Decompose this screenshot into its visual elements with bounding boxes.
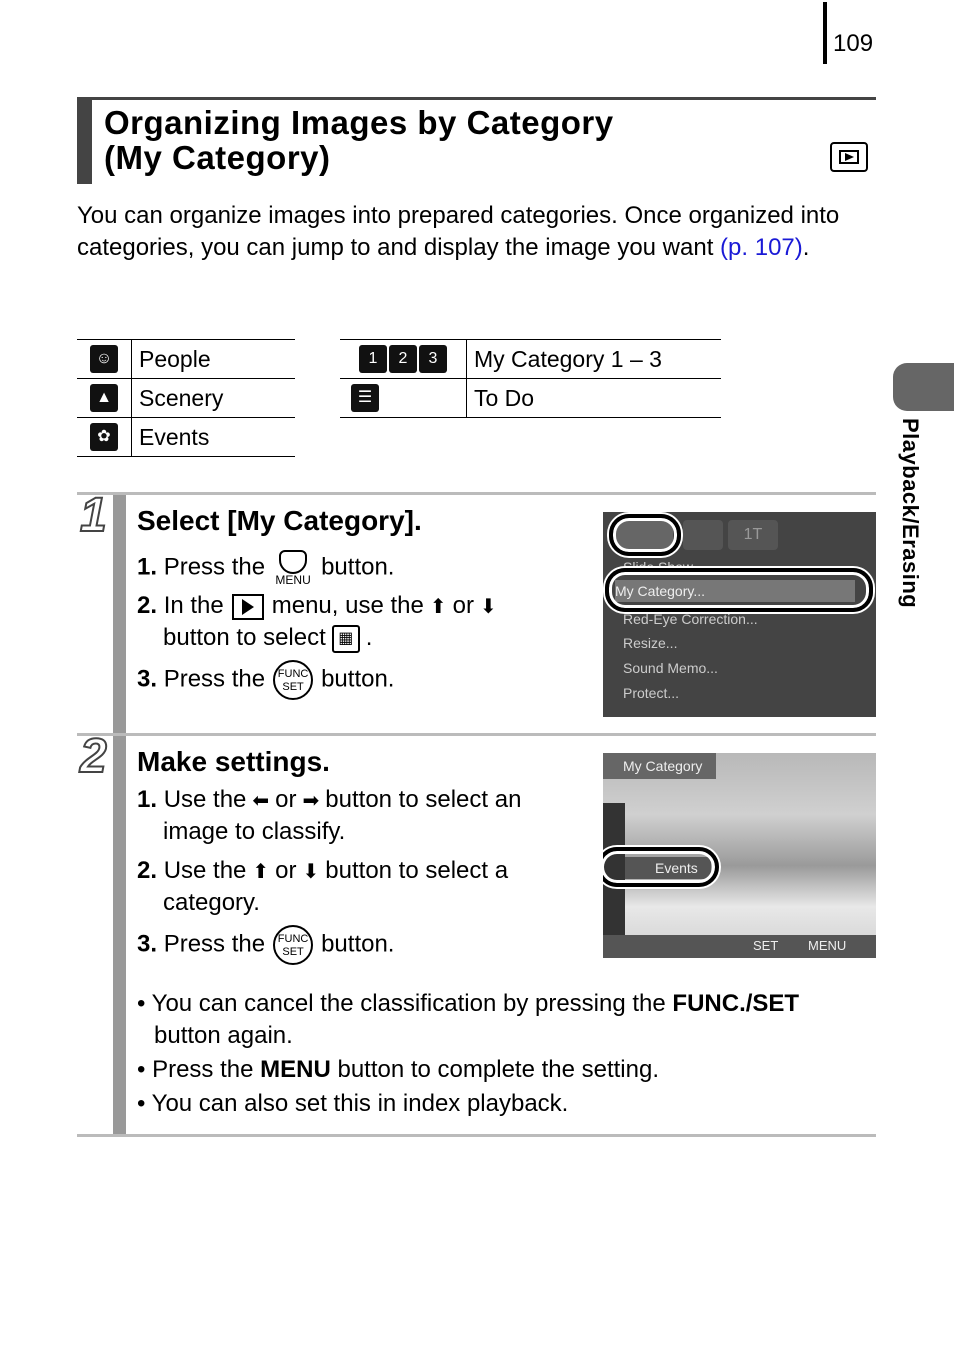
title-bar (77, 100, 92, 184)
up-arrow-icon: ⬆ (252, 860, 270, 883)
events-icon: ✿ (90, 423, 118, 451)
menu-label: MENU (808, 938, 847, 953)
step1-instruction-2: 2. In the menu, use the ⬆ or ⬇ (137, 590, 503, 623)
set-label: SET (753, 938, 779, 953)
list-item: • Press the MENU button to complete the setting. (137, 1056, 660, 1083)
down-arrow-icon: ⬇ (302, 860, 320, 883)
bottom-rule (77, 1134, 876, 1137)
my-category-2-icon: 2 (389, 345, 417, 373)
screen-header: My Category (603, 753, 716, 779)
highlight-ring (605, 568, 873, 612)
menu-item: Resize... (623, 635, 678, 651)
intro-paragraph (77, 200, 867, 264)
my-category-menu-icon: ▦ (332, 625, 360, 653)
left-arrow-icon: ⬅ (252, 789, 270, 812)
title-rule (77, 97, 876, 100)
step1-instruction-2-cont: button to select ▦ . (163, 624, 373, 651)
setup-tab: 1T (728, 520, 778, 550)
category-label: Events (132, 418, 296, 457)
step1-number: 1 (80, 489, 107, 542)
step1-instruction-3: 3. Press the FUNC SET button. (137, 660, 394, 700)
intro-end: . (802, 234, 810, 261)
func-set-button-icon: FUNC SET (273, 925, 313, 965)
up-arrow-icon: ⬆ (429, 595, 447, 618)
step1-instruction-1: 1. Press the MENU button. (137, 550, 394, 586)
my-category-3-icon: 3 (419, 345, 447, 373)
page-edge-bar (823, 2, 827, 64)
title-line-1: Organizing Images by Category (104, 104, 614, 141)
my-category-1-icon: 1 (359, 345, 387, 373)
section-label: Playback/Erasing (898, 418, 923, 609)
category-table-left (77, 339, 295, 457)
menu-button-icon: MENU (273, 550, 313, 586)
category-label: People (132, 340, 296, 379)
func-set-button-icon: FUNC SET (273, 660, 313, 700)
scenery-icon: ▲ (90, 384, 118, 412)
playback-mode-icon (830, 142, 868, 172)
selected-category-tag: Events (625, 857, 711, 879)
table-row (77, 340, 295, 379)
step2-heading: Make settings. (137, 746, 330, 777)
table-row (77, 379, 295, 418)
step2-instruction-3: 3. Press the FUNC SET button. (137, 925, 394, 965)
todo-icon: ☰ (351, 384, 379, 412)
people-icon: ☺ (90, 345, 118, 373)
step2-instruction-2: 2. Use the ⬆ or ⬇ button to select a (137, 855, 508, 888)
step1-heading: Select [My Category]. (137, 505, 422, 536)
step1-camera-screen (603, 512, 876, 717)
page-number: 109 (833, 30, 874, 57)
step2-instruction-2-cont: category. (163, 889, 260, 916)
step2-bar (113, 736, 126, 1136)
menu-item: Protect... (623, 685, 680, 701)
category-label: To Do (467, 379, 722, 418)
step2-instruction-1: 1. Use the ⬅ or ➡ button to select an (137, 784, 521, 817)
list-item: • You can also set this in index playback. (137, 1090, 569, 1117)
category-table-right (340, 339, 721, 418)
intro-text: You can organize images into prepared categories. Once organized into categories, you can jump to and display the image you want (77, 202, 840, 261)
menu-item: Sound Memo... (623, 660, 718, 676)
notes-list (137, 987, 867, 1121)
table-row (340, 340, 721, 379)
print-tab (683, 520, 723, 550)
page-link[interactable]: (p. 107) (720, 234, 803, 261)
menu-item: Red-Eye Correction... (623, 611, 758, 627)
menu-item: Slide Show (623, 559, 694, 575)
menu-item-selected: My Category... (615, 580, 855, 602)
step2-rule (77, 733, 876, 736)
down-arrow-icon: ⬇ (479, 595, 497, 618)
list-item-cont: button again. (154, 1022, 293, 1049)
playback-icon (232, 594, 264, 620)
table-row (77, 418, 295, 457)
step1-bar (113, 495, 126, 733)
list-item: • You can cancel the classification by pressing the FUNC./SET (137, 990, 800, 1017)
right-arrow-icon: ➡ (302, 789, 320, 812)
step2-camera-screen (603, 753, 876, 958)
step1-rule (77, 492, 876, 495)
title-line-2: (My Category) (104, 139, 331, 176)
step2-number: 2 (80, 730, 107, 783)
category-label: Scenery (132, 379, 296, 418)
screen-footer (603, 935, 876, 958)
table-row (340, 379, 721, 418)
page-title (104, 105, 614, 175)
highlight-ring (609, 514, 681, 556)
category-label: My Category 1 – 3 (467, 340, 722, 379)
highlight-ring (603, 847, 719, 887)
step2-instruction-1-cont: image to classify. (163, 818, 346, 845)
section-tab (893, 363, 954, 411)
